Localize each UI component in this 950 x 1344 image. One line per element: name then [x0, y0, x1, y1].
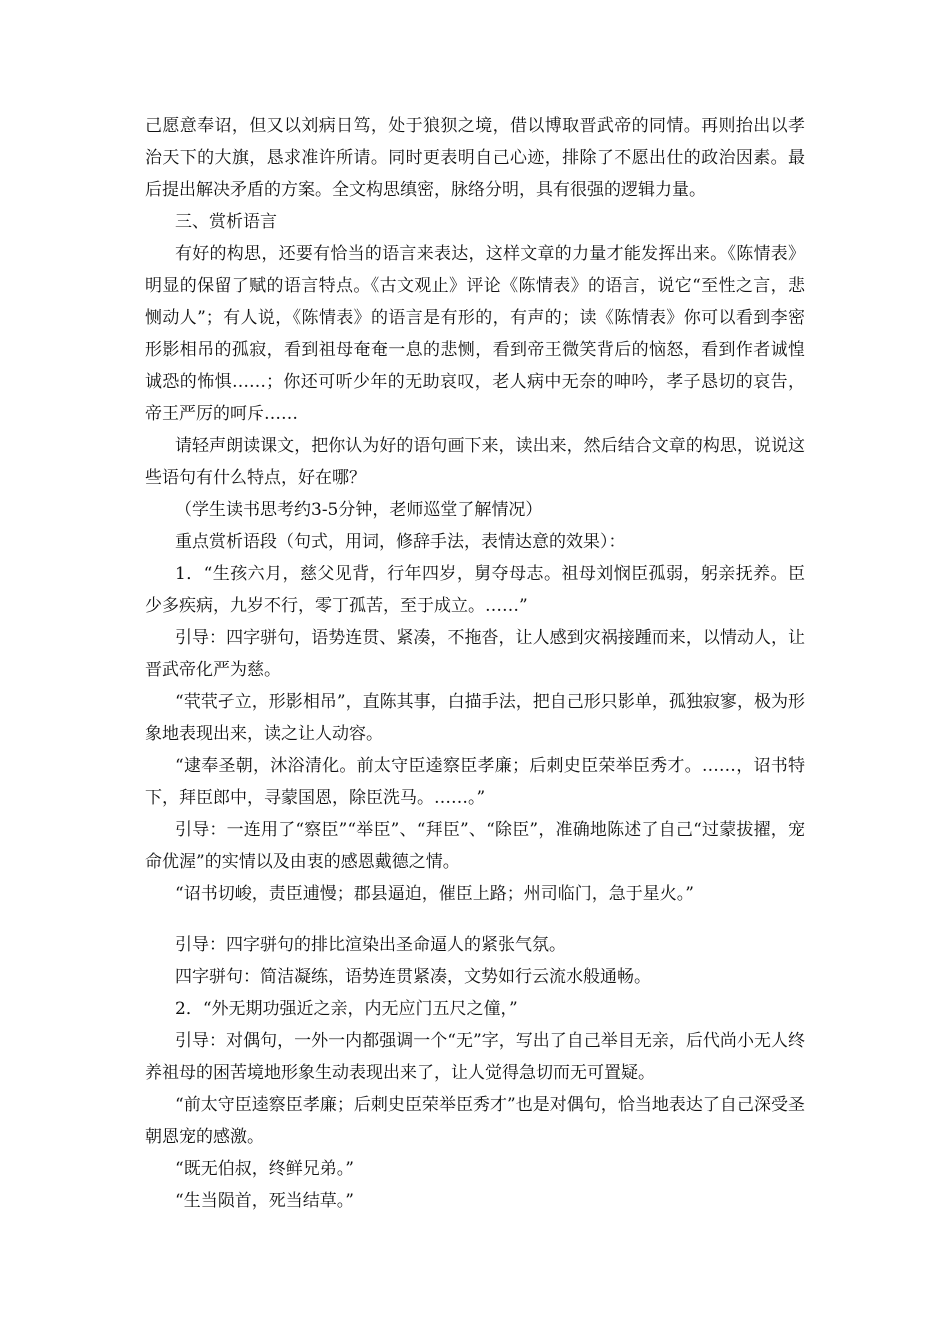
paragraph-1: 己愿意奉诏，但又以刘病日笃，处于狼狈之境，借以博取晋武帝的同情。再则抬出以孝治天下的大旗，恳求准许所请。同时更表明自己心迹，排除了不愿出仕的政治因素。最后提出解决矛盾的方案。全文构思缜密，脉络分明，具有很强的逻辑力量。 [145, 116, 805, 200]
paragraph-16: 2．“外无期功强近之亲，内无应门五尺之僮，” [175, 999, 518, 1019]
paragraph-14: 引导：四字骈句的排比渲染出圣命逼人的紧张气氛。 [175, 935, 566, 955]
section-heading: 三、赏析语言 [175, 212, 277, 232]
paragraph-20: “生当陨首，死当结草。” [175, 1191, 354, 1211]
paragraph-10: “逮奉圣朝，沐浴清化。前太守臣逵察臣孝廉；后刺史臣荣举臣秀才。……，诏书特下，拜臣郎中，寻蒙国恩，除臣洗马。……。” [145, 756, 805, 808]
paragraph-9: “茕茕孑立，形影相吊”，直陈其事，白描手法，把自己形只影单，孤独寂寥，极为形象地表现出来，读之让人动容。 [145, 692, 805, 744]
paragraph-4: 请轻声朗读课文，把你认为好的语句画下来，读出来，然后结合文章的构思，说说这些语句有什么特点，好在哪？ [145, 436, 805, 488]
paragraph-18: “前太守臣逵察臣孝廉；后刺史臣荣举臣秀才”也是对偶句，恰当地表达了自己深受圣朝恩宠的感激。 [145, 1095, 805, 1147]
paragraph-7: 1．“生孩六月，慈父见背，行年四岁，舅夺母志。祖母刘悯臣孤弱，躬亲抚养。臣少多疾病，九岁不行，零丁孤苦，至于成立。……” [145, 564, 805, 616]
paragraph-8: 引导：四字骈句，语势连贯、紧凑，不拖沓，让人感到灾祸接踵而来，以情动人，让晋武帝化严为慈。 [145, 628, 805, 680]
paragraph-12: “诏书切峻，责臣逋慢；郡县逼迫，催臣上路；州司临门，急于星火。” [175, 884, 694, 904]
paragraph-15: 四字骈句：简洁凝练，语势连贯紧凑，文势如行云流水般通畅。 [175, 967, 651, 987]
paragraph-gap [145, 910, 805, 929]
paragraph-5: （学生读书思考约3-5分钟，老师巡堂了解情况） [175, 500, 543, 520]
paragraph-3: 有好的构思，还要有恰当的语言来表达，这样文章的力量才能发挥出来。《陈情表》明显的保留了赋的语言特点。《古文观止》评论《陈情表》的语言，说它“至性之言，悲恻动人”；有人说，《陈情表》的语言是有形的，有声的；读《陈情表》你可以看到李密形影相吊的孤寂，看到祖母奄奄一息的悲恻，看到帝王微笑背后的恼怒，看到作者诚惶诚恐的怖惧……；你还可听少年的无助哀叹，老人病中无奈的呻吟，孝子恳切的哀告，帝王严厉的呵斥…… [145, 244, 805, 424]
paragraph-6: 重点赏析语段（句式，用词，修辞手法，表情达意的效果）： [175, 532, 626, 552]
paragraph-19: “既无伯叔，终鲜兄弟。” [175, 1159, 354, 1179]
document-page [145, 110, 805, 1217]
paragraph-11: 引导：一连用了“察臣”“举臣”、“拜臣”、“除臣”，准确地陈述了自己“过蒙拔擢，宠命优渥”的实情以及由衷的感恩戴德之情。 [145, 820, 805, 872]
paragraph-17: 引导：对偶句，一外一内都强调一个“无”字，写出了自己举目无亲，后代尚小无人终养祖母的困苦境地形象生动表现出来了，让人觉得急切而无可置疑。 [145, 1031, 805, 1083]
